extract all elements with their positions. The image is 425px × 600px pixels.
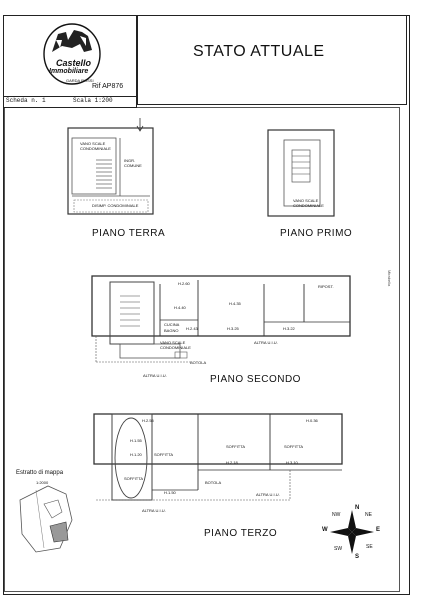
room-soffitta-4: SOFFITTA [124, 476, 144, 481]
height-label: H.4.35 [229, 301, 241, 306]
reference-code: Rif AP876 [92, 83, 124, 90]
plan-piano-terzo [94, 414, 342, 500]
height-label: H.2.18 [226, 460, 238, 465]
compass-sw: SW [334, 546, 343, 552]
room-disimp: DISIMP. CONDOMINIALE [92, 203, 139, 208]
room-vano-scale-terra: VANO SCALE CONDOMINIALE [80, 141, 111, 151]
room-vano-scale-primo: VANO SCALE CONDOMINIALE [293, 198, 324, 208]
cadastral-map-extract [20, 486, 72, 552]
room-altra-uiu-2: ALTRA U.I.U. [254, 340, 278, 345]
height-label: H.1.50 [164, 490, 176, 495]
floor-label-terra: PIANO TERRA [92, 228, 166, 239]
height-label: H.3.25 [227, 326, 239, 331]
plan-piano-secondo [92, 276, 350, 362]
floor-label-secondo: PIANO SECONDO [210, 374, 301, 385]
room-soffitta-3: SOFFITTA [284, 444, 304, 449]
room-ripost: RIPOST. [318, 284, 334, 289]
side-label: Mirabella [387, 270, 392, 287]
room-altra-uiu-1: ALTRA U.I.U. [143, 373, 167, 378]
room-altra-uiu-4: ALTRA U.I.U. [142, 508, 166, 513]
height-label: H.4.40 [174, 305, 186, 310]
logo-subtitle: Immobiliare [49, 68, 89, 75]
compass-s: S [355, 554, 360, 560]
floor-label-terzo: PIANO TERZO [204, 528, 278, 539]
compass-w: W [322, 527, 328, 533]
sheet-number: Scheda n. 1 [6, 97, 46, 104]
compass-n: N [355, 505, 360, 511]
room-ingr-comune: INGR. COMUNE [124, 158, 142, 168]
logo-name: Castello [56, 58, 92, 68]
page-title: STATO ATTUALE [193, 43, 325, 60]
room-cucina: CUCINA [164, 322, 180, 327]
height-label: H.1.20 [130, 452, 142, 457]
room-botola-terzo: BOTOLA [205, 480, 222, 485]
height-label: H.3.22 [283, 326, 295, 331]
logo-place: GARDA ROSSI [66, 78, 94, 83]
compass-ne: NE [365, 512, 372, 518]
scale-label: Scala 1:200 [73, 97, 113, 104]
room-altra-uiu-3: ALTRA U.I.U. [256, 492, 280, 497]
compass-nw: NW [332, 512, 341, 518]
room-soffitta-2: SOFFITTA [226, 444, 246, 449]
floor-label-primo: PIANO PRIMO [280, 228, 353, 239]
compass-e: E [376, 527, 381, 533]
height-label: H.2.55 [142, 418, 154, 423]
room-bagno: BAGNO [164, 328, 179, 333]
height-label: H.2.60 [178, 281, 190, 286]
height-label: H.1.55 [130, 438, 142, 443]
height-label: H.2.43 [186, 326, 198, 331]
height-label: H.3.10 [286, 460, 298, 465]
room-vano-scale-secondo: VANO SCALE CONDOMINIALE [160, 340, 191, 350]
compass-se: SE [366, 544, 373, 550]
room-soffitta-1: SOFFITTA [154, 452, 174, 457]
room-botola-secondo: BOTOLA [190, 360, 207, 365]
map-extract-title: Estratto di mappa [16, 470, 64, 476]
height-label: H.0.36 [306, 418, 318, 423]
map-extract-scale: 1:2000 [36, 480, 49, 485]
